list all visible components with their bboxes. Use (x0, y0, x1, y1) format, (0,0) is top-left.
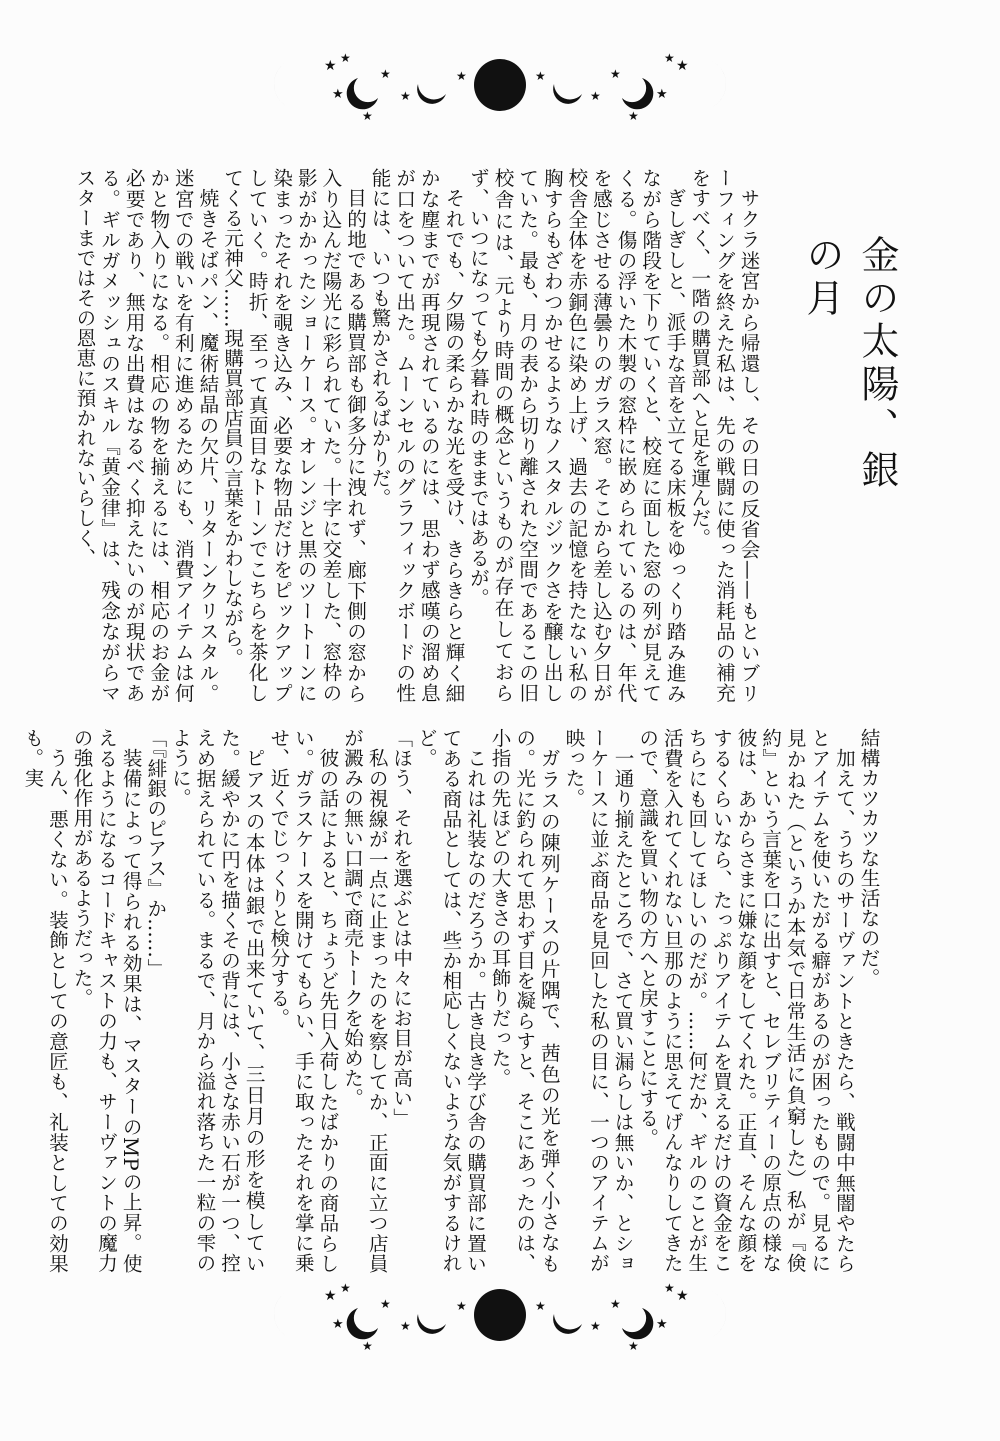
svg-text:★: ★ (400, 1319, 411, 1333)
paragraph: 彼の話によると、ちょうど先日入荷したばかりの商品らしい。ガラスケースを開けてもらい、手に取ったそれを掌に乗せ、近くでじっくりと検分する。 (266, 728, 339, 1273)
text-block-upper (72, 168, 760, 703)
svg-text:★: ★ (362, 1339, 373, 1353)
paragraph: ぎしぎしと、派手な音を立てる床板をゆっくり踏み進みながら階段を下りていくと、校庭に面した窓の列が見えてくる。傷の浮いた木製の窓枠に嵌められているのは、年代を感じさせる薄曇りのガラス窓。そこから差し込む夕日が校舎全体を赤銅色に染め上げ、過去の記憶を持たない私の胸すらもざわつかせるようなノスタルジックさを醸し出していた。最も、月の表から切り離された空間であるこの旧校舎には、元より時間の概念というものが存在しておらず、いつになっても夕暮れ時のままではあるが。 (466, 168, 687, 703)
paragraph: うん、悪くない。装飾としての意匠も、礼装としての効果も。実 (20, 728, 69, 1273)
svg-text:★: ★ (590, 1319, 601, 1333)
dialogue-line: 「『緋銀のピアス』か……」 (143, 728, 167, 979)
paragraph: 焼きそばパン、魔術結晶の欠片、リターンクリスタル。迷宮での戦いを有利に進めるためにも、消費アイテムは何かと物入りになる。相応の物を揃えるには、相応のお金が必要であり、無用な出費はなるべく抑えたいのが現状である。ギルガメッシュのスキル『黄金律』は、残念ながらマスターまではその恩恵に預かれないらしく、 (72, 168, 219, 703)
paragraph: 目的地である購買部も御多分に洩れず、廊下側の窓から入り込んだ陽光に彩られていた。十字に交差した、窓枠の影がかかったショーケース。オレンジと黒のツートーンに染まったそれを覗き込み、必要な物品だけをピックアップしていく。時折、至って真面目なトーンでこちらを茶化してくる元神父……現購買部店員の言葉をかわしながら。 (220, 168, 367, 703)
svg-text:★: ★ (362, 109, 373, 123)
svg-text:★: ★ (676, 58, 689, 74)
svg-text:★: ★ (332, 87, 344, 102)
svg-text:★: ★ (332, 1317, 344, 1332)
svg-text:★: ★ (324, 1288, 337, 1304)
paragraph: 私の視線が一点に止まったのを察してか、正面に立つ店員が澱みの無い口調で商売トークを始めた。 (340, 728, 389, 1273)
svg-text:★: ★ (456, 1299, 467, 1313)
text-block-lower (20, 728, 880, 1273)
svg-text:★: ★ (656, 1317, 668, 1332)
svg-text:★: ★ (610, 67, 621, 81)
svg-text:★: ★ (380, 67, 391, 81)
paragraph: サクラ迷宮から帰還し、その日の反省会——もといブリーフィングを終えた私は、先の戦闘に使った消耗品の補充をすべく、一階の購買部へと足を運んだ。 (687, 168, 760, 703)
paragraph: 一通り揃えたところで、さて買い漏らしは無いか、とショーケースに並ぶ商品を見回した私の目に、一つのアイテムが映った。 (561, 728, 635, 1273)
svg-text:★: ★ (340, 1281, 351, 1295)
paragraph: ピアスの本体は銀で出来ていて、三日月の形を模していた。緩やかに円を描くその背には、小さな赤い石が一つ、控えめ据えられている。まるで、月から溢れ落ちた一粒の雫のように。 (168, 728, 266, 1273)
svg-text:★: ★ (535, 69, 546, 83)
svg-text:★: ★ (664, 1281, 675, 1295)
moon-star-ornament-bottom (260, 1270, 740, 1360)
moon-star-ornament-top (260, 40, 740, 130)
svg-text:★: ★ (628, 1339, 639, 1353)
paragraph: ガラスの陳列ケースの片隅で、茜色の光を弾く小さなもの。光に釣られて思わず目を凝らすと、そこにあったのは、小指の先ほどの大きさの耳飾りだった。 (488, 728, 561, 1273)
paragraph: それでも、夕陽の柔らかな光を受け、きらきらと輝く細かな塵までが再現されているのには、思わず感嘆の溜め息が口をついて出た。ムーンセルのグラフィックボードの性能には、いつも驚かされるばかりだ。 (368, 168, 465, 703)
svg-text:★: ★ (380, 1297, 391, 1311)
svg-text:★: ★ (535, 1299, 546, 1313)
svg-text:★: ★ (628, 109, 639, 123)
svg-text:★: ★ (590, 89, 601, 103)
svg-text:★: ★ (664, 51, 675, 65)
svg-text:★: ★ (456, 69, 467, 83)
page-title: 金の太陽、銀の月 (800, 235, 899, 493)
svg-text:★: ★ (324, 58, 337, 74)
svg-text:★: ★ (400, 89, 411, 103)
paragraph: 加えて、うちのサーヴァントときたら、戦闘中無闇やたらとアイテムを使いたがる癖があるのが困ったもので。見るに見かねた（というか本気で日常生活に負窮した）私が『倹約』という言葉を口に出すと、セレブリティーの原点の様な彼は、あからさまに嫌な顔をしてくれた。正直、そんな顔をするくらいなら、たっぷりアイテムを買えるだけの資金をこちらにも回してほしいのだが。……何だか、ギルのことが生活費を入れてくれない旦那のように思えてげんなりしてきたので、意識を買い物の方へと戻すことにする。 (635, 728, 856, 1273)
paragraph: 装備によって得られる効果は、マスターのMPの上昇。使えるようになるコードキャストの力も、サーヴァントの魔力の強化作用があるようだった。 (70, 728, 143, 1273)
svg-text:★: ★ (610, 1297, 621, 1311)
dialogue-line: 「ほう、それを選ぶとは中々にお目が高い」 (389, 728, 413, 1128)
svg-text:★: ★ (340, 51, 351, 65)
paragraph: 結構カツカツな生活なのだ。 (857, 728, 880, 988)
paragraph: これは礼装なのだろうか。古き良き学び舎の購買部に置いてある商品としては、些か相応しくないような気がするけれど。 (414, 728, 487, 1273)
svg-text:★: ★ (676, 1288, 689, 1304)
svg-text:★: ★ (656, 87, 668, 102)
